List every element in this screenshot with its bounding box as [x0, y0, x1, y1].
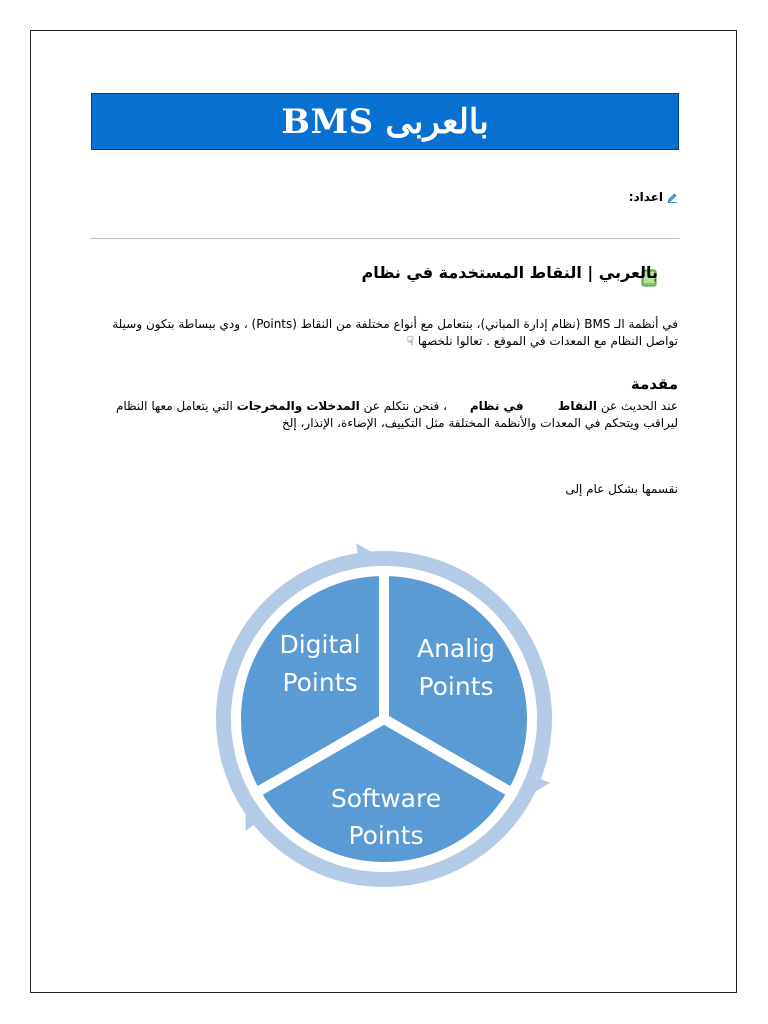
body-gap — [524, 399, 558, 413]
body-system: في نظام — [469, 399, 524, 413]
segment-digital-line1: Digital — [279, 630, 361, 659]
body-mid: ، فنحن نتكلم عن — [359, 399, 470, 413]
intro-heading: مقدمة — [630, 375, 678, 393]
divider — [90, 238, 679, 239]
intro-paragraph: في أنظمة الـ BMS (نظام إدارة المباني)، بنتعامل مع أنواع مختلفة من النقاط (Points) ، ودي ببساطة بتكون وسيلة تواصل النظام مع المعدات في الموقع . تعالوا نلخصها ☟ — [112, 317, 678, 348]
body-paragraph — [90, 398, 678, 432]
split-paragraph: نقسمها بشكل عام إلى — [565, 482, 678, 496]
body-prefix: عند الحديث عن — [597, 399, 678, 413]
section-heading — [258, 263, 658, 282]
title-banner — [91, 93, 679, 150]
body-io: المدخلات والمخرجات — [236, 399, 360, 413]
author-label: اعداد: — [628, 190, 663, 204]
segment-analog-line1: Analig — [416, 634, 496, 663]
segment-software-line1: Software — [330, 784, 442, 813]
cycle-svg — [200, 535, 568, 903]
banner-title: بالعربى BMS — [281, 101, 489, 142]
author-line — [629, 190, 678, 204]
segment-analog-line2: Points — [418, 672, 494, 701]
segment-digital-line2: Points — [282, 668, 358, 697]
segment-software-line2: Points — [348, 821, 424, 850]
pen-icon — [667, 192, 678, 203]
points-cycle-diagram — [200, 535, 568, 903]
section-title: بالعربي | النقاط المستخدمة في نظام — [361, 263, 658, 282]
body-points: النقاط — [557, 399, 598, 413]
body-suffix: التي يتعامل معها النظام ليراقب ويتحكم في المعدات والأنظمة المختلفة مثل التكييف، الإضاءة، الإنذار، إلخ — [115, 399, 678, 430]
